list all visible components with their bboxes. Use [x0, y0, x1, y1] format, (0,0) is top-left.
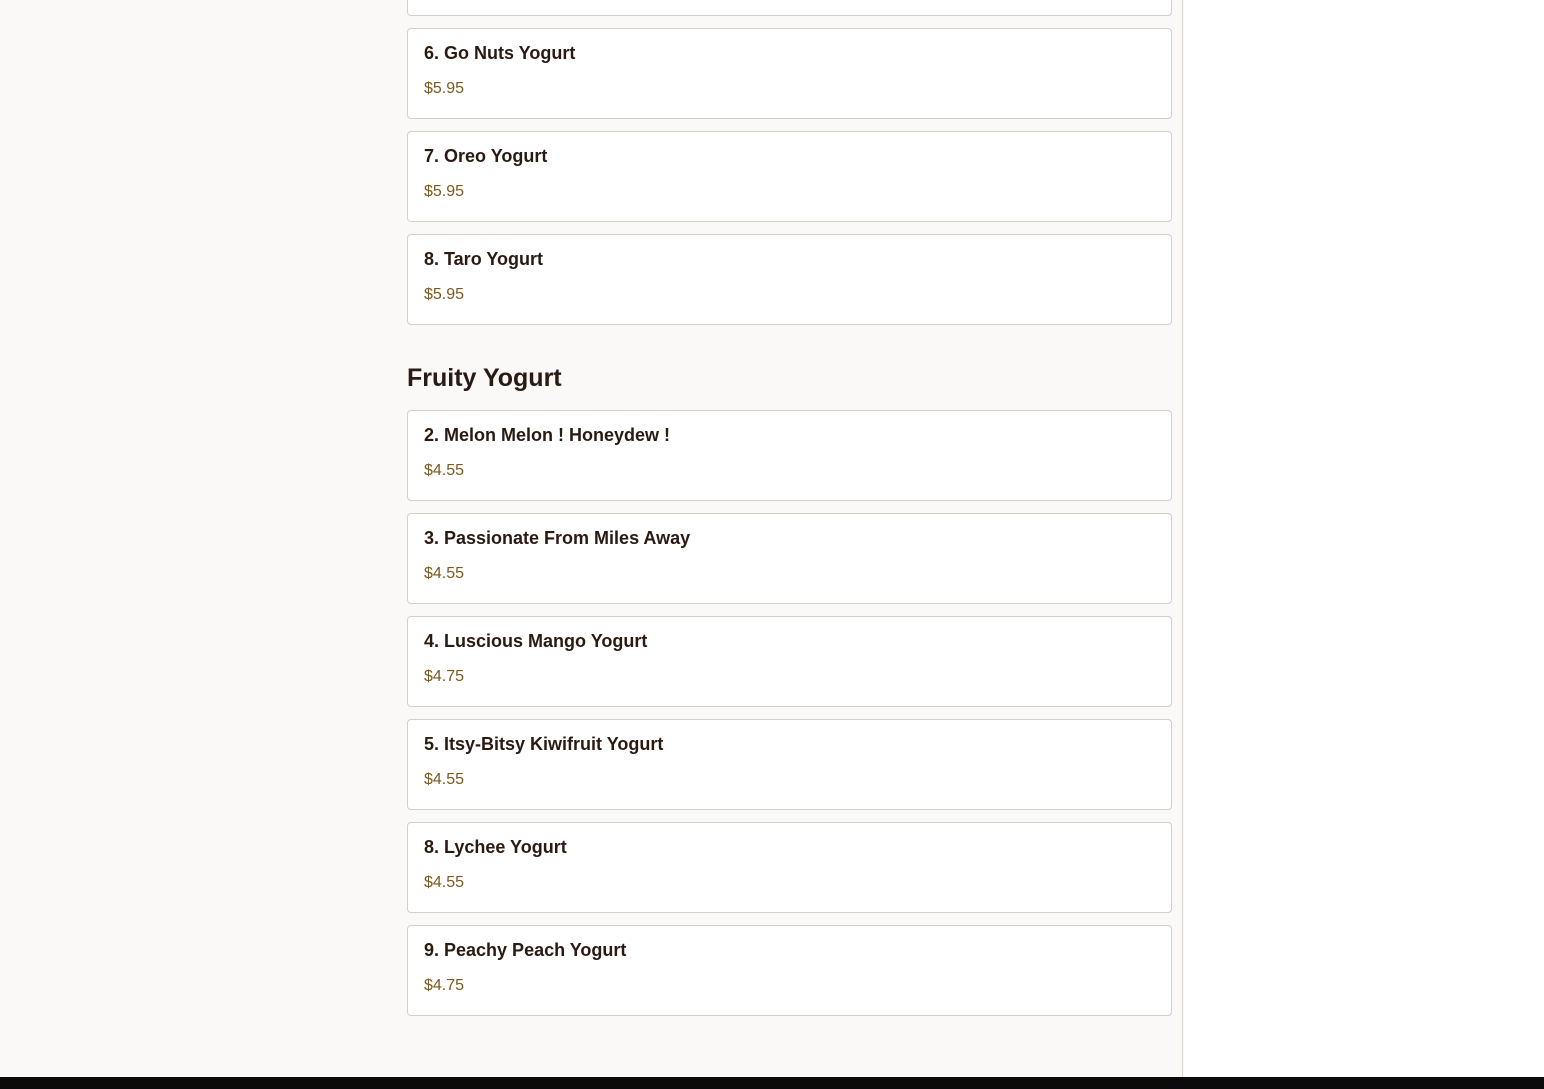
menu-item-name: 4. Luscious Mango Yogurt: [424, 631, 648, 651]
menu-item-name: 3. Passionate From Miles Away: [424, 528, 691, 548]
menu-item-card[interactable]: [407, 822, 1172, 913]
menu-item-card[interactable]: [407, 410, 1172, 501]
menu-item-name: 6. Go Nuts Yogurt: [424, 43, 576, 63]
menu-item-card[interactable]: [407, 234, 1172, 325]
menu-item-price: $4.75: [424, 668, 465, 685]
menu-item-name: 7. Oreo Yogurt: [424, 146, 548, 166]
menu-item-card[interactable]: [407, 513, 1172, 604]
menu-item-name: 9. Peachy Peach Yogurt: [424, 940, 627, 960]
menu-item-price: $4.55: [424, 771, 465, 788]
menu-item-name: 8. Lychee Yogurt: [424, 837, 567, 857]
section-heading-fruity-yogurt: Fruity Yogurt: [407, 364, 562, 392]
menu-item-price: $4.55: [424, 565, 465, 582]
menu-item-price: $5.95: [424, 286, 465, 303]
menu-item-price: $4.55: [424, 874, 465, 891]
menu-item-card[interactable]: [407, 131, 1172, 222]
menu-item-card[interactable]: [407, 616, 1172, 707]
bottom-bar: [0, 1077, 1544, 1089]
menu-item-name: 8. Taro Yogurt: [424, 249, 544, 269]
menu-item-card-partial[interactable]: [407, 0, 1172, 16]
menu-item-name: 2. Melon Melon ! Honeydew !: [424, 425, 671, 445]
side-panel: [1184, 0, 1544, 1077]
menu-item-name: 5. Itsy-Bitsy Kiwifruit Yogurt: [424, 734, 664, 754]
menu-item-price: $5.95: [424, 183, 465, 200]
menu-item-price: $5.95: [424, 80, 465, 97]
menu-item-card[interactable]: [407, 28, 1172, 119]
menu-item-price: $4.55: [424, 462, 465, 479]
menu-item-price: $4.75: [424, 977, 465, 994]
menu-item-card[interactable]: [407, 925, 1172, 1016]
menu-item-card[interactable]: [407, 719, 1172, 810]
